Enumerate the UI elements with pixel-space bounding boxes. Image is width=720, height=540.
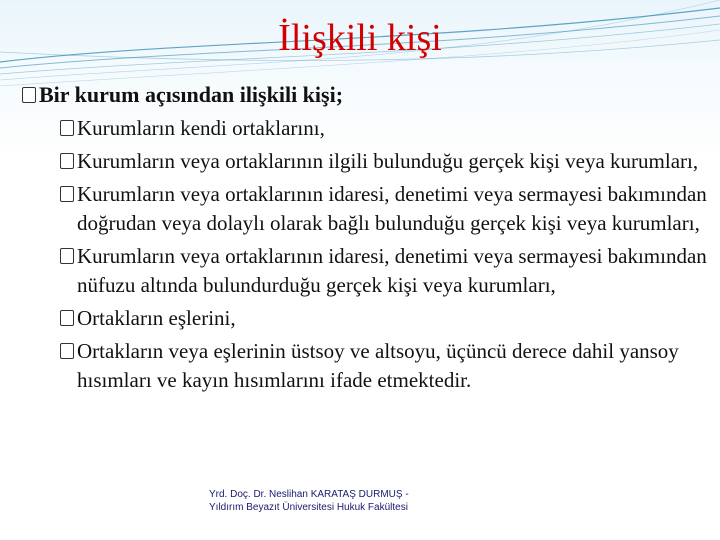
bullet-icon	[60, 343, 74, 359]
list-item	[22, 337, 712, 395]
bullet-icon	[60, 120, 74, 136]
list-item	[22, 114, 712, 143]
list-item	[22, 304, 712, 333]
list-item-text: Ortakların eşlerini,	[77, 306, 236, 330]
list-item-text: Kurumların kendi ortaklarını,	[77, 116, 325, 140]
heading-text: Bir kurum açısından ilişkili kişi;	[39, 82, 344, 107]
slide-body	[22, 80, 712, 395]
list-item-text: Kurumların veya ortaklarının idaresi, denetimi veya sermayesi bakımından nüfuzu altında bulundurduğu gerçek kişi veya kurumları,	[77, 244, 707, 297]
footer-institution: Yıldırım Beyazıt Üniversitesi Hukuk Fakültesi	[209, 502, 408, 513]
heading-bullet	[22, 80, 712, 110]
bullet-icon	[60, 186, 74, 202]
footer-credit	[209, 488, 409, 514]
item-list	[22, 114, 712, 395]
list-item	[22, 180, 712, 238]
list-item-text: Ortakların veya eşlerinin üstsoy ve altsoyu, üçüncü derece dahil yansoy hısımları ve kayın hısımlarını ifade etmektedir.	[77, 339, 679, 392]
bullet-icon	[60, 153, 74, 169]
bullet-icon	[60, 248, 74, 264]
bullet-icon	[22, 87, 36, 103]
list-item-text: Kurumların veya ortaklarının ilgili bulunduğu gerçek kişi veya kurumları,	[77, 149, 699, 173]
list-item	[22, 147, 712, 176]
bullet-icon	[60, 310, 74, 326]
list-item	[22, 242, 712, 300]
slide-title: İlişkili kişi	[278, 17, 442, 59]
footer-author: Yrd. Doç. Dr. Neslihan KARATAŞ DURMUŞ -	[209, 489, 409, 500]
list-item-text: Kurumların veya ortaklarının idaresi, denetimi veya sermayesi bakımından doğrudan veya dolaylı olarak bağlı bulunduğu gerçek kişi veya kurumları,	[77, 182, 707, 235]
